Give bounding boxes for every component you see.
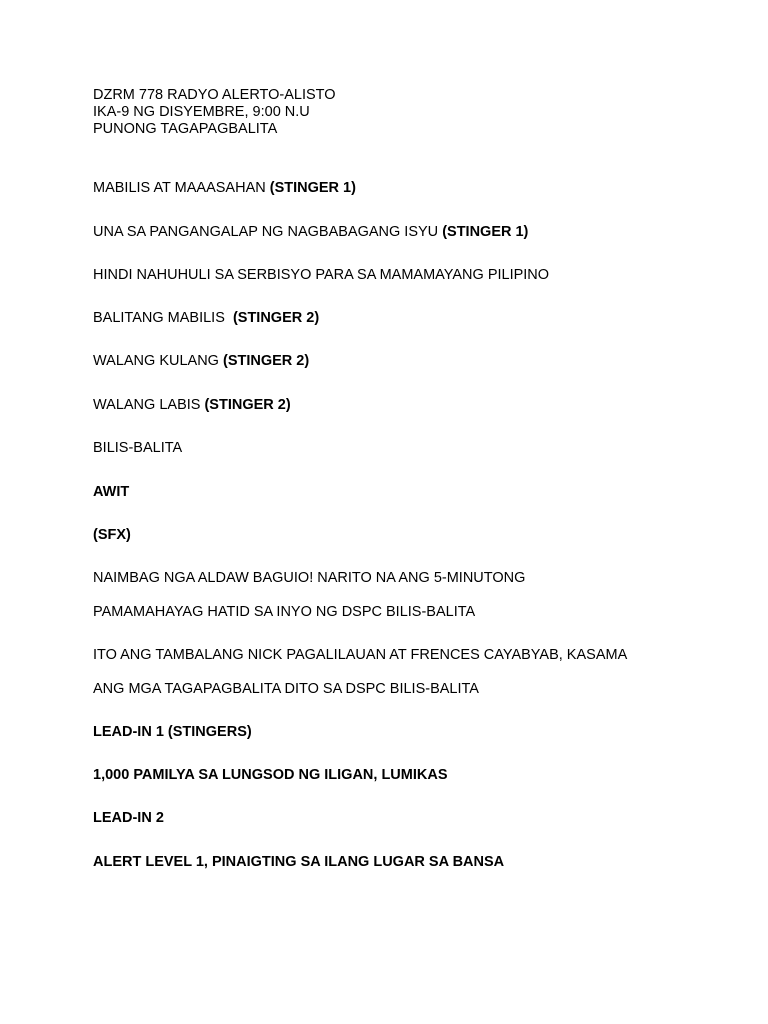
intro-line: NAIMBAG NGA ALDAW BAGUIO! NARITO NA ANG 5-MINUTONG [93, 570, 526, 586]
stinger-cue: (STINGER 1) [442, 224, 529, 240]
script-line-text: UNA SA PANGANGALAP NG NAGBABAGANG ISYU [93, 224, 443, 240]
lead-in-label: LEAD-IN 2 [93, 810, 164, 826]
awit-cue: AWIT [93, 484, 130, 500]
script-line [93, 397, 291, 414]
script-line [93, 267, 549, 284]
station-name: DZRM 778 RADYO ALERTO-ALISTO [93, 87, 336, 103]
script-line-text: WALANG LABIS [93, 397, 205, 413]
lead-in-label: LEAD-IN 1 (STINGERS) [93, 724, 252, 740]
script-line [93, 353, 309, 370]
sfx-cue: (SFX) [93, 527, 131, 543]
intro-line: PAMAMAHAYAG HATID SA INYO NG DSPC BILIS-BALITA [93, 604, 476, 620]
intro-line: ANG MGA TAGAPAGBALITA DITO SA DSPC BILIS-BALITA [93, 681, 479, 697]
stinger-cue: (STINGER 1) [269, 180, 356, 196]
anchor-role: PUNONG TAGAPAGBALITA [93, 121, 278, 137]
lead-in-headline: 1,000 PAMILYA SA LUNGSOD NG ILIGAN, LUMIKAS [93, 767, 448, 783]
script-line [93, 224, 528, 241]
script-line [93, 440, 182, 457]
script-line [93, 310, 319, 327]
script-line-text: BALITANG MABILIS [93, 310, 233, 326]
broadcast-date-time: IKA-9 NG DISYEMBRE, 9:00 N.U [93, 104, 310, 120]
stinger-cue: (STINGER 2) [232, 310, 320, 326]
lead-in-headline: ALERT LEVEL 1, PINAIGTING SA ILANG LUGAR SA BANSA [93, 854, 505, 870]
stinger-cue: (STINGER 2) [204, 397, 291, 413]
script-line-text: BILIS-BALITA [93, 440, 183, 456]
script-line-text: WALANG KULANG [93, 353, 223, 369]
script-line-text: HINDI NAHUHULI SA SERBISYO PARA SA MAMAMAYANG PILIPINO [93, 267, 550, 283]
stinger-cue: (STINGER 2) [223, 353, 310, 369]
script-line-text: MABILIS AT MAAASAHAN [93, 180, 270, 196]
intro-line: ITO ANG TAMBALANG NICK PAGALILAUAN AT FRENCES CAYABYAB, KASAMA [93, 647, 628, 663]
script-line [93, 180, 356, 197]
